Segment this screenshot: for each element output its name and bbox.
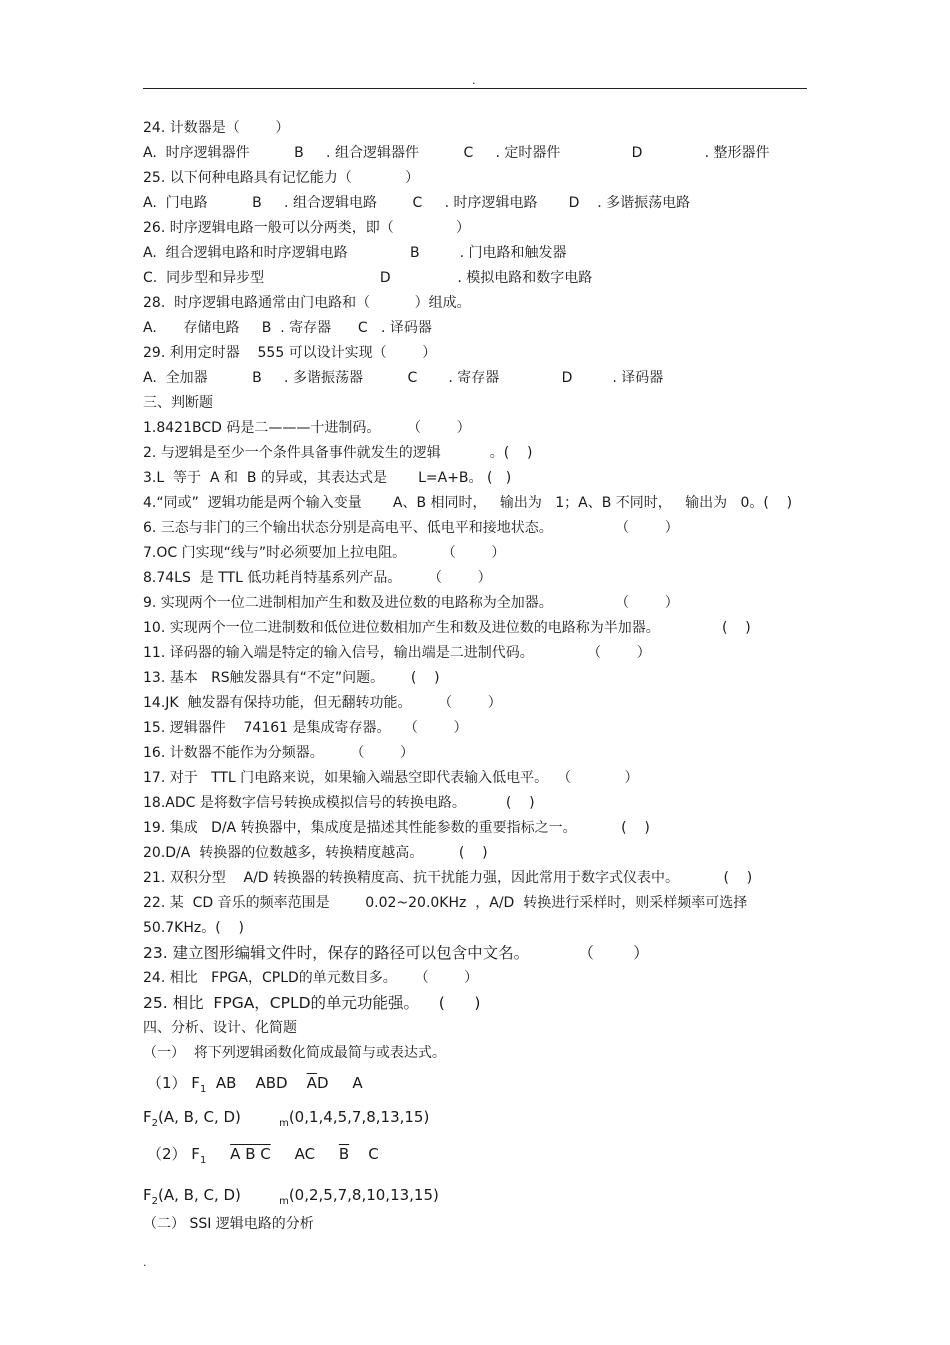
- text-line: 50.7KHz。( ): [143, 920, 244, 936]
- text-line: 四、分析、设计、化简题: [143, 1020, 297, 1036]
- subscript: 2: [151, 1196, 159, 1207]
- formula-term: AC: [270, 1145, 339, 1163]
- text-line: 17. 对于 TTL 门电路来说，如果输入端悬空即代表输入低电平。 （ ）: [143, 770, 639, 786]
- text-line: 22. 某 CD 音乐的频率范围是 0.02~20.0KHz ，A/D 转换进行采样时，则采样频率可选择: [143, 895, 748, 911]
- text-line: 29. 利用定时器 555 可以设计实现（ ）: [143, 345, 437, 361]
- text-line: 4.“同或” 逻辑功能是两个输入变量 A、B 相同时， 输出为 1；A、B 不同时， 输出为 0。( ): [143, 495, 793, 511]
- text-line: A. 存储电路 B . 寄存器 C . 译码器: [143, 320, 432, 336]
- text-line: 19. 集成 D/A 转换器中，集成度是描述其性能参数的重要指标之一。 ( ): [143, 820, 650, 836]
- text-line: 8.74LS 是 TTL 低功耗肖特基系列产品。 （ ）: [143, 570, 492, 586]
- text-line: A. 门电路 B . 组合逻辑电路 C . 时序逻辑电路 D . 多谐振荡电路: [143, 195, 691, 211]
- text-line: 21. 双积分型 A/D 转换器的转换精度高、抗干扰能力强，因此常用于数字式仪表中。 ( ): [143, 870, 753, 886]
- minterm-set: (0,2,5,7,8,10,13,15): [288, 1186, 439, 1204]
- text-line: A. 组合逻辑电路和时序逻辑电路 B . 门电路和触发器: [143, 245, 567, 261]
- formula-2-f2: [143, 1174, 803, 1212]
- formula-label: （2） F: [147, 1145, 200, 1163]
- text-line: （一） 将下列逻辑函数化简成最简与或表达式。: [143, 1045, 446, 1061]
- text-line: 1.8421BCD 码是二———十进制码。 （ ）: [143, 420, 471, 436]
- overlined-term: A B C: [230, 1145, 271, 1163]
- text-line: 三、判断题: [143, 395, 213, 411]
- text-line: 25. 相比 FPGA，CPLD的单元功能强。 ( ): [143, 994, 481, 1012]
- header-dot: .: [472, 74, 476, 87]
- text-line: 13. 基本 RS触发器具有“不定”问题。 ( ): [143, 670, 440, 686]
- text-line: 10. 实现两个一位二进制数和低位进位数相加产生和数及进位数的电路称为半加器。 ( ): [143, 620, 751, 636]
- text-line: 9. 实现两个一位二进制相加产生和数及进位数的电路称为全加器。 （ ）: [143, 595, 679, 611]
- document-body: [143, 116, 803, 1237]
- text-line: 15. 逻辑器件 74161 是集成寄存器。 （ ）: [143, 720, 468, 736]
- text-line: A. 时序逻辑器件 B . 组合逻辑器件 C . 定时器件 D . 整形器件: [143, 145, 770, 161]
- formula-args: (A, B, C, D): [158, 1108, 280, 1126]
- formula-2-f1: [143, 1134, 803, 1174]
- formula-args: (A, B, C, D): [158, 1186, 280, 1204]
- text-line: 23. 建立图形编辑文件时，保存的路径可以包含中文名。 （ ）: [143, 944, 649, 962]
- minterm-symbol: m: [279, 1196, 289, 1207]
- text-line: 6. 三态与非门的三个输出状态分别是高电平、低电平和接地状态。 （ ）: [143, 520, 679, 536]
- formula-label: F: [143, 1186, 152, 1204]
- formula-term: D A: [316, 1074, 363, 1092]
- header-rule: [143, 88, 807, 89]
- text-line: 18.ADC 是将数字信号转换成模拟信号的转换电路。 ( ): [143, 795, 535, 811]
- formula-term: C: [349, 1145, 379, 1163]
- overlined-term: $\overline{A}$: [306, 1074, 317, 1092]
- text-line: 20.D/A 转换器的位数越多，转换精度越高。 ( ): [143, 845, 488, 861]
- minterm-set: (0,1,4,5,7,8,13,15): [288, 1108, 430, 1126]
- formula-label: （1） F: [147, 1074, 200, 1092]
- text-line: 14.JK 触发器有保持功能，但无翻转功能。 （ ）: [143, 695, 502, 711]
- text-line: 26. 时序逻辑电路一般可以分两类，即（ ）: [143, 220, 471, 236]
- text-line: 7.OC 门实现“线与”时必须要加上拉电阻。 （ ）: [143, 545, 506, 561]
- text-line: A. 全加器 B . 多谐振荡器 C . 寄存器 D . 译码器: [143, 370, 664, 386]
- text-line: 16. 计数器不能作为分频器。 （ ）: [143, 745, 415, 761]
- text-line: C. 同步型和异步型 D . 模拟电路和数字电路: [143, 270, 593, 286]
- text-line: 11. 译码器的输入端是特定的输入信号，输出端是二进制代码。 （ ）: [143, 645, 651, 661]
- formula-1-f2: [143, 1100, 803, 1134]
- text-line: 25. 以下何种电路具有记忆能力（ ）: [143, 170, 420, 186]
- text-line: 2. 与逻辑是至少一个条件具备事件就发生的逻辑 。( ): [143, 445, 533, 461]
- section-heading-ssi: （二） SSI 逻辑电路的分析: [143, 1216, 314, 1232]
- subscript: 1: [199, 1084, 207, 1095]
- footer-dot: .: [143, 1256, 147, 1269]
- overlined-term: $\overline{B}$: [338, 1145, 350, 1163]
- minterm-symbol: m: [279, 1118, 289, 1129]
- subscript: 1: [199, 1155, 207, 1166]
- formula-label: F: [143, 1108, 152, 1126]
- text-line: 28. 时序逻辑电路通常由门电路和（ ）组成。: [143, 295, 471, 311]
- question-lines: [143, 116, 803, 1066]
- text-line: 24. 相比 FPGA，CPLD的单元数目多。 （ ）: [143, 970, 479, 986]
- formula-term: AB ABD: [206, 1074, 307, 1092]
- subscript: 2: [151, 1118, 159, 1129]
- text-line: 24. 计数器是（ ）: [143, 120, 290, 136]
- text-line: 3.L 等于 A 和 B 的异或，其表达式是 L=A+B。 ( ): [143, 470, 512, 486]
- formula-1-f1: [143, 1066, 803, 1100]
